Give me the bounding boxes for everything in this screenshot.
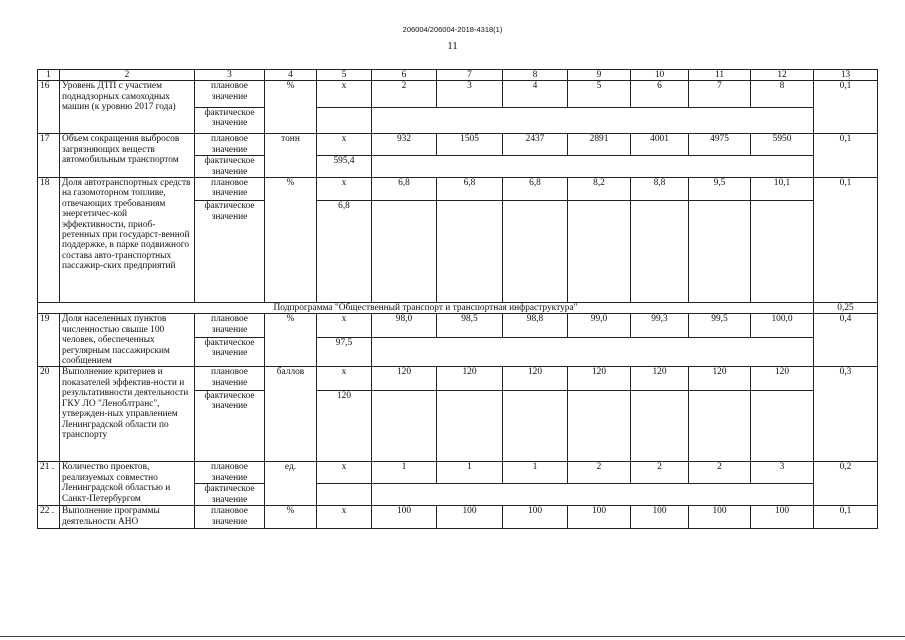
plan-value: 99,3 [631, 314, 689, 337]
empty-cell [568, 390, 631, 462]
row-number: 18 [38, 178, 60, 303]
plan-value: 9,5 [689, 178, 751, 201]
plan-value: 2 [689, 462, 751, 484]
plan-value: 5 [568, 81, 631, 108]
plan-value: 932 [372, 134, 437, 156]
column-header: 5 [317, 70, 372, 81]
table-row [38, 314, 878, 337]
indicator-name: Выполнение программы деятельности АНО [60, 506, 195, 529]
fact-value: 120 [317, 390, 372, 462]
unit: % [265, 314, 317, 367]
fact-value: 6,8 [317, 201, 372, 303]
empty-cell [751, 390, 814, 462]
plan-value: 4001 [631, 134, 689, 156]
empty-cell [503, 201, 568, 303]
weight: 0,1 [814, 506, 878, 529]
column-header: 8 [503, 70, 568, 81]
plan-value: 2 [372, 81, 437, 108]
empty-cell [372, 390, 437, 462]
plan-value: 120 [372, 367, 437, 390]
base-value: х [317, 134, 372, 156]
plan-value: 100 [503, 506, 568, 529]
fact-value: 97,5 [317, 337, 372, 367]
fact-label: фактическое значение [195, 201, 265, 303]
plan-label: плановое значение [195, 314, 265, 337]
empty-cell [372, 156, 814, 178]
page-number: 11 [447, 40, 458, 52]
document-id: 206004/206004-2018-4318(1) [402, 25, 503, 34]
plan-value: 100 [568, 506, 631, 529]
plan-value: 1 [437, 462, 503, 484]
empty-cell [437, 390, 503, 462]
plan-value: 6,8 [503, 178, 568, 201]
plan-value: 3 [751, 462, 814, 484]
plan-value: 100 [437, 506, 503, 529]
subprogram-row [38, 303, 878, 314]
column-header: 13 [814, 70, 878, 81]
unit: тонн [265, 134, 317, 178]
weight: 0,2 [814, 462, 878, 506]
plan-value: 100 [689, 506, 751, 529]
fact-label: фактическое значение [195, 390, 265, 462]
plan-value: 2437 [503, 134, 568, 156]
plan-value: 98,0 [372, 314, 437, 337]
plan-value: 120 [437, 367, 503, 390]
weight: 0,1 [814, 178, 878, 303]
empty-cell [437, 201, 503, 303]
column-header: 10 [631, 70, 689, 81]
plan-value: 5950 [751, 134, 814, 156]
plan-value: 6,8 [437, 178, 503, 201]
plan-value: 4975 [689, 134, 751, 156]
plan-value: 10,1 [751, 178, 814, 201]
weight: 0,3 [814, 367, 878, 462]
row-number: 20 [38, 367, 60, 462]
fact-value [317, 484, 372, 506]
unit: % [265, 506, 317, 529]
plan-label: плановое значение [195, 134, 265, 156]
empty-cell [372, 484, 814, 506]
row-number: 16 [38, 81, 60, 134]
plan-value: 1 [503, 462, 568, 484]
plan-value: 120 [568, 367, 631, 390]
empty-cell [568, 201, 631, 303]
plan-label: плановое значение [195, 81, 265, 108]
column-header: 3 [195, 70, 265, 81]
unit: % [265, 81, 317, 134]
row-number: 21 . [38, 462, 60, 506]
plan-value: 1 [372, 462, 437, 484]
empty-cell [689, 201, 751, 303]
fact-label: фактическое значение [195, 107, 265, 134]
row-number: 19 [38, 314, 60, 367]
base-value: х [317, 506, 372, 529]
plan-value: 2891 [568, 134, 631, 156]
plan-label: плановое значение [195, 367, 265, 390]
base-value: х [317, 462, 372, 484]
table-row [38, 81, 878, 108]
plan-value: 120 [689, 367, 751, 390]
plan-value: 100 [372, 506, 437, 529]
indicator-name: Доля автотранспортных средств на газомоторном топливе, отвечающих требованиям энергетичес-кой эффективности, приоб-ретенных при государст-венной поддержке, в парке подвижного состава авто-транспортных пассажир-ских предприятий [60, 178, 195, 303]
plan-value: 120 [503, 367, 568, 390]
plan-label: плановое значение [195, 462, 265, 484]
base-value: х [317, 178, 372, 201]
row-number: 22 . [38, 506, 60, 529]
empty-cell [751, 201, 814, 303]
plan-value: 1505 [437, 134, 503, 156]
column-header: 11 [689, 70, 751, 81]
row-number: 17 [38, 134, 60, 178]
table-row [38, 134, 878, 156]
weight: 0,1 [814, 81, 878, 134]
plan-value: 100 [751, 506, 814, 529]
subprogram-title: Подпрограмма "Общественный транспорт и транспортная инфраструктура" [38, 303, 814, 314]
fact-label: фактическое значение [195, 156, 265, 178]
column-header: 6 [372, 70, 437, 81]
empty-cell [372, 201, 437, 303]
table-row [38, 462, 878, 484]
plan-value: 99,5 [689, 314, 751, 337]
indicators-table [37, 69, 878, 529]
plan-value: 6,8 [372, 178, 437, 201]
empty-cell [372, 337, 814, 367]
subprogram-weight: 0,25 [814, 303, 878, 314]
plan-value: 120 [631, 367, 689, 390]
plan-value: 7 [689, 81, 751, 108]
indicator-name: Выполнение критериев и показателей эффектив-ности и результативности деятельности ГКУ ЛО "Леноблтранс", утвержден-ных управлением Ленинградской области по транспорту [60, 367, 195, 462]
plan-value: 4 [503, 81, 568, 108]
fact-label: фактическое значение [195, 337, 265, 367]
weight: 0,1 [814, 134, 878, 178]
weight: 0,4 [814, 314, 878, 367]
base-value: х [317, 81, 372, 108]
column-header: 9 [568, 70, 631, 81]
plan-value: 120 [751, 367, 814, 390]
column-header: 7 [437, 70, 503, 81]
plan-value: 2 [631, 462, 689, 484]
indicator-name: Объем сокращения выбросов загрязняющих веществ автомобильным транспортом [60, 134, 195, 178]
fact-value: 595,4 [317, 156, 372, 178]
plan-value: 6 [631, 81, 689, 108]
empty-cell [372, 107, 814, 134]
unit: % [265, 178, 317, 303]
empty-cell [689, 390, 751, 462]
plan-value: 100,0 [751, 314, 814, 337]
column-header: 4 [265, 70, 317, 81]
plan-value: 8,8 [631, 178, 689, 201]
plan-label: плановое значение [195, 178, 265, 201]
table-row [38, 367, 878, 390]
empty-cell [631, 390, 689, 462]
scan-edge-line [0, 636, 905, 637]
plan-value: 8 [751, 81, 814, 108]
plan-value: 98,5 [437, 314, 503, 337]
column-header: 2 [60, 70, 195, 81]
empty-cell [503, 390, 568, 462]
header-row [38, 70, 878, 81]
plan-value: 100 [631, 506, 689, 529]
plan-label: плановое значение [195, 506, 265, 529]
column-header: 1 [38, 70, 60, 81]
base-value: х [317, 314, 372, 337]
table-row [38, 178, 878, 201]
indicator-name: Доля населенных пунктов численностью свыше 100 человек, обеспеченных регулярным пассажирским сообщением [60, 314, 195, 367]
plan-value: 98,8 [503, 314, 568, 337]
indicator-name: Уровень ДТП с участием поднадзорных самоходных машин (к уровню 2017 года) [60, 81, 195, 134]
empty-cell [631, 201, 689, 303]
unit: баллов [265, 367, 317, 462]
plan-value: 2 [568, 462, 631, 484]
indicator-name: Количество проектов, реализуемых совместно Ленинградской областью и Санкт-Петербургом [60, 462, 195, 506]
column-header: 12 [751, 70, 814, 81]
fact-label: фактическое значение [195, 484, 265, 506]
base-value: х [317, 367, 372, 390]
unit: ед. [265, 462, 317, 506]
plan-value: 3 [437, 81, 503, 108]
table-row [38, 506, 878, 529]
plan-value: 8,2 [568, 178, 631, 201]
fact-value [317, 107, 372, 134]
plan-value: 99,0 [568, 314, 631, 337]
